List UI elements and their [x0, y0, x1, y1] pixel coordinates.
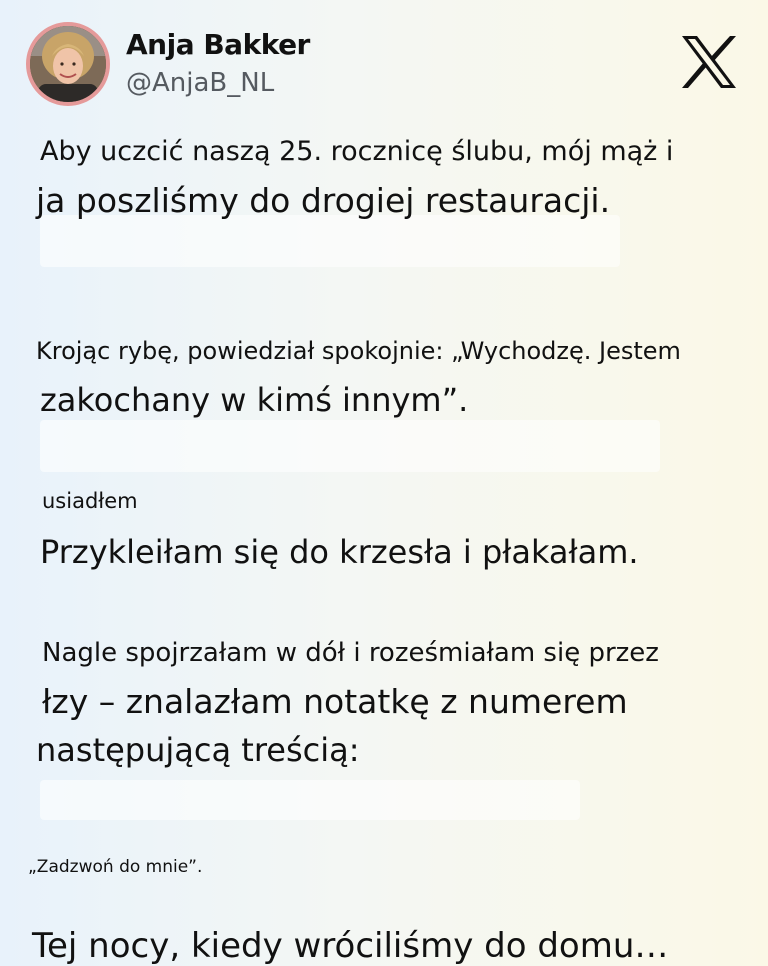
post-text-line: następującą treścią:	[36, 731, 360, 769]
x-logo-icon[interactable]	[680, 34, 738, 90]
post-text-line: zakochany w kimś innym”.	[40, 381, 469, 419]
faded-text-artifact	[40, 420, 660, 472]
post-text-line: Nagle spojrzałam w dół i roześmiałam się przez	[42, 638, 659, 668]
profile-photo	[30, 26, 106, 102]
post-text-line: łzy – znalazłam notatkę z numerem	[42, 682, 628, 721]
post-text-line: usiadłem	[42, 489, 138, 513]
author-handle[interactable]: @AnjaB_NL	[126, 68, 275, 98]
post-text-line: ja poszliśmy do drogiej restauracji.	[36, 181, 611, 220]
author-name[interactable]: Anja Bakker	[126, 28, 310, 61]
post-text-line: Przykleiłam się do krzesła i płakałam.	[40, 533, 639, 571]
faded-text-artifact	[40, 215, 620, 267]
faded-text-artifact	[40, 780, 580, 820]
post-text-line: Krojąc rybę, powiedział spokojnie: „Wychodzę. Jestem	[36, 337, 681, 365]
post-text-line: Aby uczcić naszą 25. rocznicę ślubu, mój mąż i	[40, 136, 674, 167]
post-header	[0, 0, 768, 120]
post-text-line: Tej nocy, kiedy wróciliśmy do domu…	[32, 926, 669, 966]
avatar[interactable]	[26, 22, 110, 106]
post-text-line: „Zadzwoń do mnie”.	[28, 857, 203, 877]
